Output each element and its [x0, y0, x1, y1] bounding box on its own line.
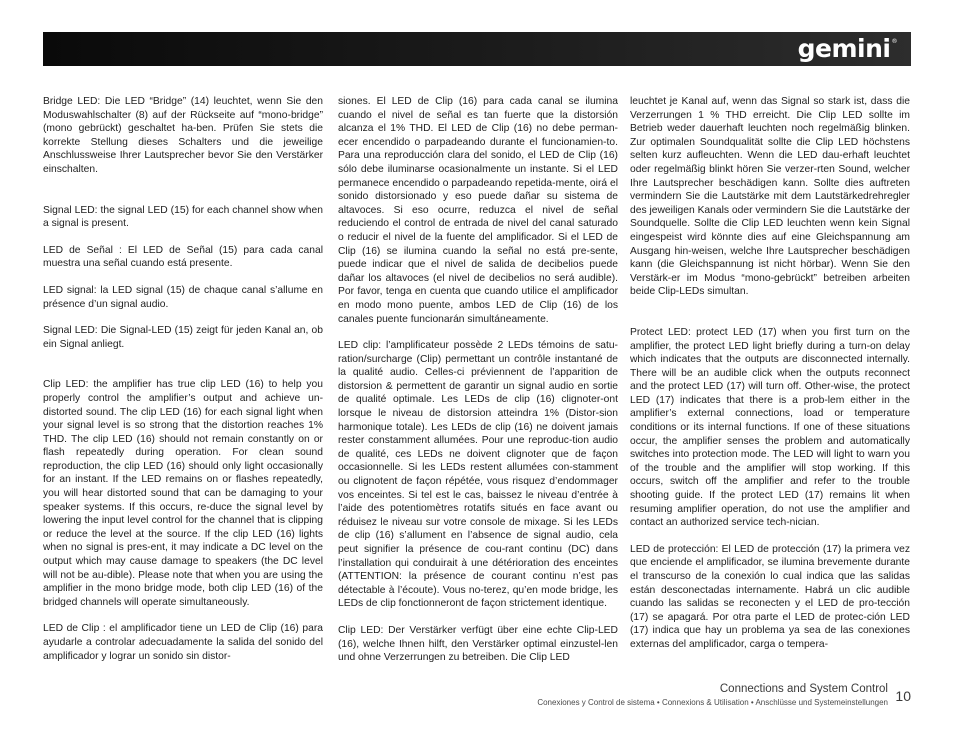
paragraph: LED de Clip : el amplificador tiene un LED de Clip (16) para ayudarle a controlar adecuadamente la salida del sonido del amplificador y lograr un sonido sin distor- [43, 623, 323, 662]
registered-mark: ® [891, 38, 897, 45]
header-banner [43, 32, 911, 66]
paragraph: LED signal: la LED signal (15) de chaque canal s’allume en présence d’un signal audio. [43, 284, 323, 310]
page-number: 10 [895, 688, 911, 704]
paragraph: LED clip: l’amplificateur possède 2 LEDs témoins de satu-ration/surcharge (Clip) permettant un contrôle instantané de la qualité audio. Celles-ci préviennent de l’apparition de distorsion & permettent de garantir un signal audio en sortie de qualité optimale. Les LEDs de clip (16) clignoter-ont lorsque le niveau de distorsion atteindra 1% (Distor-sion harmonique totale). Les LEDs de clip (16) ne doivent jamais rester constamment allumées. Pour une reproduc-tion audio de qualité, ces LEDs ne doivent clignoter que de façon occasionnelle. Si les LEDs restent allumées con-stamment ou clignotent de façon répétée, vous risquez d’endommager vos enceintes. Si tel est le cas, baissez le niveau d’entrée à l’aide des potentiomètres rotatifs situés en face avant ou réduisez le niveau sur votre console de mixage. Si les LEDs de clip (16) s’allument en l’absence de signal audio, cela peut signifier la présence de cou-rant continu (DC) dans l’installation qui conduirait à une détérioration des enceintes (ATTENTION: la présence de courant continu n’est pas détectable à l’écoute). Vous no-terez, qu’en mode bridge, les LEDs de clip fonctionneront de façon strictement identique. [338, 340, 618, 610]
paragraph: siones. El LED de Clip (16) para cada canal se ilumina cuando el nivel de señal es tan fuerte que la distorsión alcanza el 1% THD. El LED de Clip (16) no debe perman-ecer encendido o parpadeando durante el funcionamien-to. Para una reproducción clara del sonido, el LED de Clip (16) sólo debe iluminarse ocasionalmente un instante. Si el LED permanece encendido o parpadeando repetida-mente, oirá el sonido distorsionado y eso puede dañar su sistema de altavoces. Si eso ocurre, reduzca el nivel de señal reduciendo el control de entrada de nivel del canal saturado o reducir el nivel de la fuente del amplificador. Si el LED de Clip (16) se ilumina cuando la señal no está pre-sente, puede indicar que el nivel de salida de decibelios puede dañar los altavoces (el nivel de decibelios no será audible). Por favor, tenga en cuenta que cuando utilice el amplificador en modo mono puente, ambos LED de Clip (16) de los canales puente funcionarán simultáneamente. [338, 96, 618, 325]
text-column-2 [338, 95, 618, 665]
gemini-logo [798, 34, 897, 63]
text-column-1 [43, 95, 323, 663]
paragraph: Clip LED: the amplifier has true clip LED (16) to help you properly control the amplifier’s output and achieve un-distorted sound. The clip LED (16) for each signal light when your signal level is so strong that the distortion reaches 1% THD. The clip LED (16) should not remain constantly on or flash repeatedly during operation. For clean sound reproduction, the clip LED (16) should only light occasionally for an instant. If the LED remains on or flashes repeatedly, you will hear distorted sound that can be damaging to your speaker systems. If this occurs, re-duce the signal level by lowering the input level control for the channel that is clipping or reduce the level at the source. If the clip LED (16) lights when no signal is pres-ent, it may indicate a DC level on the output which may cause damage to speakers (the DC level will not be au-dible). Please note that when you are using the amplifier in the mono bridge mode, both clip LED (16) of the bridged channels will operate simultaneously. [43, 379, 323, 608]
footer-section-subtitle: Conexiones y Control de sistema • Connexions & Utilisation • Anschlüsse und Systemeinstellungen [537, 698, 888, 707]
paragraph: LED de Señal : El LED de Señal (15) para cada canal muestra una señal cuando está presente. [43, 244, 323, 270]
paragraph: Signal LED: Die Signal-LED (15) zeigt für jeden Kanal an, ob ein Signal anliegt. [43, 325, 323, 350]
text-column-3 [630, 95, 910, 652]
paragraph: leuchtet je Kanal auf, wenn das Signal so stark ist, dass die Verzerrungen 1 % THD erreicht. Die Clip LED sollte im Betrieb weder dauerhaft leuchten noch regelmäßig blinken. Zur optimalen Soundqualität sollte die Clip LED höchstens selten kurz aufleuchten. Wenn die LED dau-erhaft leuchtet oder regelmäßig blinkt hören Sie verzer-rten Sound, welcher Ihre Lautsprecher beschädigen kann. Sollte dies auftreten vermindern Sie die Lautstärke mit dem Lautstärkedrehregler des jeweiligen Kanals oder vermindern Sie die Lautstärke der Soundquelle. Sollte die Clip LED leuchten wenn kein Signal eingespeist wird könnte dies auf eine Gleichspannung am Ausgang hin-weisen, welche Ihre Lautsprecher beschädigen kann (die Gleichspannung ist nicht hörbar). Wenn Sie den Verstärk-er im Modus “mono-gebrückt” betreiben arbeiten beide Clip-LEDs simultan. [630, 96, 910, 298]
footer-section-title: Connections and System Control [719, 683, 888, 695]
paragraph: Protect LED: protect LED (17) when you first turn on the amplifier, the protect LED light briefly during a turn-on delay which indicates that the outputs are disconnected internally. There will be an audible click when the outputs reconnect and the protect LED (17) will turn off. Other-wise, the protect LED (17) indicates that there is a prob-lem either in the amplifier’s external connections, load or temperature conditions or its internal functions. If one of these situations occur, the amplifier senses the problem and automatically switches into protection mode. The LED will light to warn you of the trouble and the amplifier will stop working. If this occurs, switch off the amplifier and refer to the trouble shooting guide. If the protect LED (17) remains lit when resuming amplifier operation, do not use the amplifier and contact an authorized service tech-nician. [630, 326, 910, 529]
paragraph: Clip LED: Der Verstärker verfügt über eine echte Clip-LED (16), welche Ihnen hilft, den Verstärker optimal einzustel-len und ohne Verzerrungen zu betreiben. Die Clip LED [338, 624, 618, 664]
logo-text: gemini [797, 34, 891, 63]
paragraph: Bridge LED: Die LED “Bridge” (14) leuchtet, wenn Sie den Moduswahlschalter (8) auf der Rückseite auf “mono-bridge” (mono gebrückt) geschaltet ha-ben. Prüfen Sie stets die korrekte Stellung dieses Schalters und die jeweilige Anschlussweise Ihrer Lautsprecher bevor Sie den Verstärker einschalten. [43, 96, 323, 175]
paragraph: Signal LED: the signal LED (15) for each channel show when a signal is present. [43, 204, 323, 230]
paragraph: LED de protección: El LED de protección (17) la primera vez que enciende el amplificador, se ilumina brevemente durante el transcurso de la conexión lo cual indica que las salidas están desconectadas internamente. Habrá un clic audible cuando las salidas se reconecten y el LED de pro-tección (17) se apagará. Por otra parte el LED de protec-ción LED (17) indica que hay un problema ya sea de las conexiones externas del amplificador, carga o tempera- [630, 543, 910, 650]
